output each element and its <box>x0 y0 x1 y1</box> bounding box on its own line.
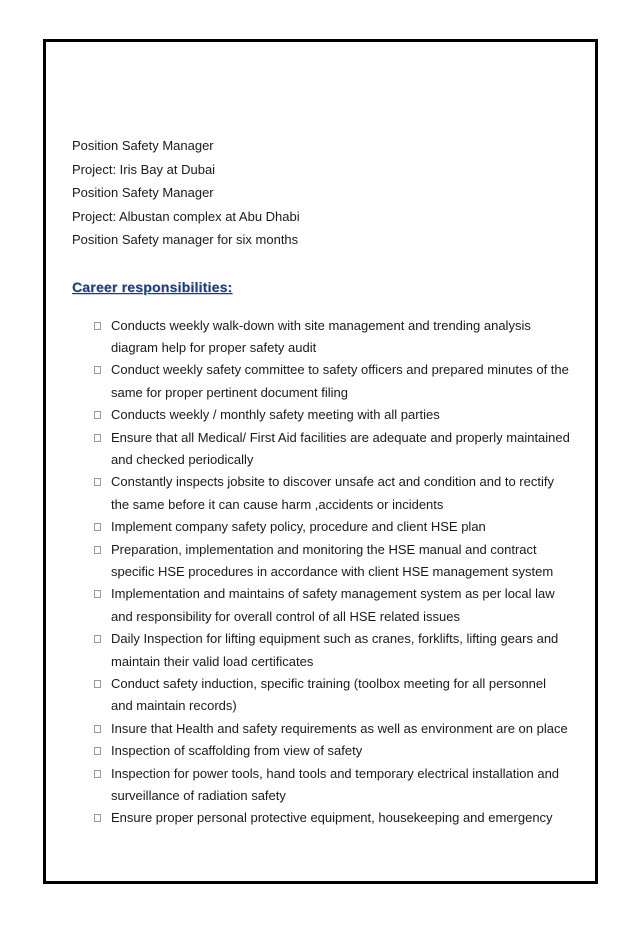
list-item <box>72 315 571 360</box>
project-line: Project: Albustan complex at Abu Dhabi <box>72 208 300 224</box>
square-bullet-icon <box>94 747 101 755</box>
square-bullet-icon <box>94 546 101 554</box>
list-item <box>72 539 571 584</box>
list-item-text: Inspection for power tools, hand tools and temporary electrical installation and surveillance of radiation safety <box>111 765 560 804</box>
square-bullet-icon <box>94 434 101 442</box>
square-bullet-icon <box>94 411 101 419</box>
list-item-text: Implement company safety policy, procedure and client HSE plan <box>111 519 486 535</box>
square-bullet-icon <box>94 680 101 688</box>
list-item <box>72 763 571 808</box>
list-item-text: Inspection of scaffolding from view of safety <box>111 743 363 759</box>
square-bullet-icon <box>94 478 101 486</box>
position-line: Position Safety Manager <box>72 138 214 153</box>
list-item <box>72 359 571 404</box>
list-item-text: Implementation and maintains of safety management system as per local law and responsibility for overall control of all HSE related issues <box>111 586 555 624</box>
square-bullet-icon <box>94 770 101 778</box>
square-bullet-icon <box>94 523 101 531</box>
document-content <box>72 134 592 830</box>
list-item <box>72 673 571 718</box>
project-line: Project: Iris Bay at Dubai <box>72 161 216 177</box>
list-item <box>72 427 571 472</box>
list-item-text: Constantly inspects jobsite to discover unsafe act and condition and to rectify the same before it can cause harm ,accidents or incidents <box>111 474 554 512</box>
square-bullet-icon <box>94 366 101 374</box>
list-item-text: Ensure that all Medical/ First Aid facilities are adequate and properly maintained and checked periodically <box>111 429 570 467</box>
list-item-text: Conduct safety induction, specific training (toolbox meeting for all personnel and maintain records) <box>111 676 547 714</box>
square-bullet-icon <box>94 814 101 822</box>
section-heading: Career responsibilities: <box>72 278 233 295</box>
position-line: Position Safety Manager <box>72 185 214 200</box>
square-bullet-icon <box>94 322 101 330</box>
list-item-text: Conducts weekly / monthly safety meeting with all parties <box>111 407 440 423</box>
list-item <box>72 740 571 762</box>
list-item-text: Conduct weekly safety committee to safety officers and prepared minutes of the same for proper pertinent document filing <box>111 362 569 400</box>
list-item-text: Ensure proper personal protective equipment, housekeeping and emergency <box>111 810 553 826</box>
list-item <box>72 471 571 516</box>
list-item-text: Daily Inspection for lifting equipment such as cranes, forklifts, lifting gears and maintain their valid load certificates <box>111 631 559 669</box>
list-item <box>72 628 571 673</box>
list-item <box>72 807 571 829</box>
list-item-text: Conducts weekly walk-down with site management and trending analysis diagram help for proper safety audit <box>111 317 531 355</box>
square-bullet-icon <box>94 635 101 643</box>
list-item <box>72 404 571 426</box>
responsibilities-list <box>72 315 592 830</box>
list-item-text: Preparation, implementation and monitoring the HSE manual and contract specific HSE procedures in accordance with client HSE management system <box>111 541 554 579</box>
list-item-text: Insure that Health and safety requirements as well as environment are on place <box>111 720 568 736</box>
list-item <box>72 583 571 628</box>
square-bullet-icon <box>94 725 101 733</box>
position-line: Position Safety manager for six months <box>72 232 299 247</box>
list-item <box>72 718 571 740</box>
square-bullet-icon <box>94 590 101 598</box>
list-item <box>72 516 571 538</box>
